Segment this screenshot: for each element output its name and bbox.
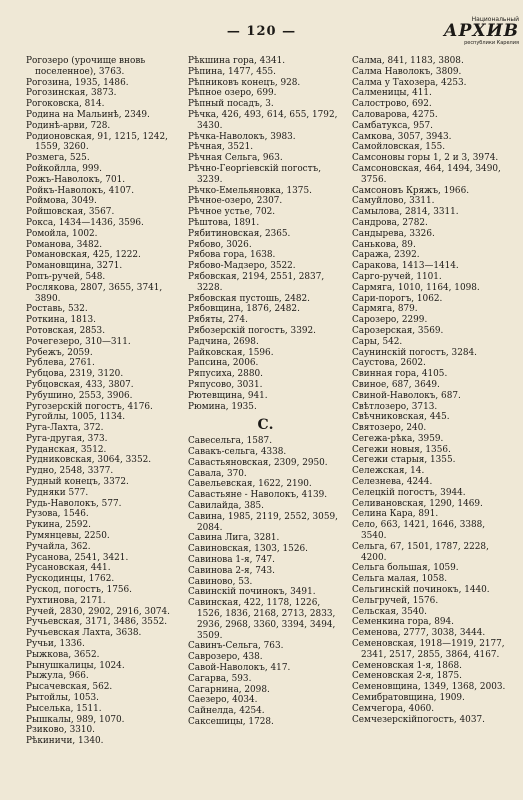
index-entry: Ряпусиха, 2880. bbox=[188, 369, 263, 380]
index-entry: Санькова, 89. bbox=[352, 239, 416, 250]
index-entry: Ряпусово, 3031. bbox=[188, 379, 263, 390]
index-entry: Самбатукса, 957. bbox=[352, 120, 433, 131]
archive-logo bbox=[409, 16, 519, 48]
index-entry: Савинскій починокъ, 3491. bbox=[188, 587, 316, 598]
index-entry: Рябово-Мадзеро, 3522. bbox=[188, 261, 296, 272]
index-entry: Руга-Лахта, 372. bbox=[26, 423, 104, 434]
index-entry: Савиново, 53. bbox=[188, 576, 253, 587]
index-entry: Саустова, 2602. bbox=[352, 358, 426, 369]
index-entry: Рочегезеро, 310—311. bbox=[26, 336, 131, 347]
index-entry: Сайнелда, 4254. bbox=[188, 706, 265, 717]
index-entry: Рогозина, 1935, 1486. bbox=[26, 77, 129, 88]
index-entry: Святозеро, 240. bbox=[352, 423, 427, 434]
logo-line-1: Национальный bbox=[471, 16, 519, 23]
index-entry: Саракова, 1413—1414. bbox=[352, 261, 459, 272]
index-entry: Сележская, 14. bbox=[352, 466, 425, 477]
index-entry: Свинная гора, 4105. bbox=[352, 369, 448, 380]
index-entry: Салострово, 692. bbox=[352, 99, 432, 110]
index-entry: Самсоновская, 464, 1494, 3490, 3756. bbox=[352, 163, 501, 185]
index-entry: Савастьяновская, 2309, 2950. bbox=[188, 457, 328, 468]
index-entry: Село, 663, 1421, 1646, 3388, 3540. bbox=[352, 520, 486, 542]
index-entry: Рыжула, 966. bbox=[26, 671, 89, 682]
index-entry: Ропъ-ручей, 548. bbox=[26, 271, 106, 282]
index-entry: Рубушино, 2553, 3906. bbox=[26, 390, 133, 401]
index-entry: Ройшовская, 3567. bbox=[26, 207, 115, 218]
index-entry: Семеновская 2-я, 1875. bbox=[352, 671, 462, 682]
index-entry: Рожъ-Наволокъ, 701. bbox=[26, 174, 126, 185]
index-entry: Рябовская, 2194, 2551, 2837, 3228. bbox=[188, 271, 325, 293]
index-entry: Семеновская, 1918—1919, 2177, 2341, 2517, 2855, 3864, 4167. bbox=[352, 639, 505, 660]
index-entry: Романовщина, 3271. bbox=[26, 261, 123, 272]
index-entry: Райковская, 1596. bbox=[188, 347, 274, 358]
index-entry: Рютевщина, 941. bbox=[188, 390, 268, 401]
index-entry: Савой-Наволокъ, 417. bbox=[188, 663, 291, 674]
index-entry: Рублева, 2761. bbox=[26, 358, 95, 369]
index-column-2 bbox=[188, 56, 343, 796]
index-entry: Рѣчно-Георгіевскій погостъ, 3239. bbox=[188, 163, 322, 185]
index-entry: Роймова, 3049. bbox=[26, 196, 97, 207]
index-entry: Родинѣ-арви, 728. bbox=[26, 120, 111, 131]
index-entry: Сары, 542. bbox=[352, 336, 403, 347]
index-entry: Рышкалы, 989, 1070. bbox=[26, 714, 125, 725]
index-entry: Рудняки 577. bbox=[26, 487, 89, 498]
index-entry: Саксешицы, 1728. bbox=[188, 717, 274, 728]
index-entry: Родионовская, 91, 1215, 1242, 1559, 3260. bbox=[26, 131, 168, 153]
index-entry: Ругозерскій погостъ, 4176. bbox=[26, 401, 153, 412]
index-entry: Ругойлы, 1005, 1134. bbox=[26, 412, 126, 423]
index-entry: Савастьяне - Наволокъ, 4139. bbox=[188, 490, 328, 501]
index-entry: Румянцевы, 2250. bbox=[26, 531, 110, 542]
index-entry: Семибратовщина, 1909. bbox=[352, 693, 465, 704]
index-entry: Савина Лига, 3281. bbox=[188, 533, 280, 544]
index-entry: Рыселька, 1511. bbox=[26, 703, 102, 714]
index-column-3 bbox=[352, 56, 507, 796]
index-entry: Рѣчная, 3521. bbox=[188, 142, 254, 153]
index-entry: Саунинскій погостъ, 3284. bbox=[352, 347, 477, 358]
index-entry: Самылова, 2814, 3311. bbox=[352, 207, 459, 218]
logo-line-2: АРХИВ bbox=[443, 21, 519, 41]
index-entry: Рѣпниковъ конецъ, 928. bbox=[188, 77, 301, 88]
index-entry: Сарозеро, 2299. bbox=[352, 315, 428, 326]
index-entry: Ручайла, 362. bbox=[26, 541, 91, 552]
index-entry: Ротовская, 2853. bbox=[26, 325, 106, 336]
index-entry: Рукина, 2592. bbox=[26, 520, 91, 531]
index-entry: Рябово, 3026. bbox=[188, 239, 252, 250]
index-entry: Сельгручей, 1576. bbox=[352, 595, 439, 606]
index-entry: Рябяты, 274. bbox=[188, 315, 248, 326]
index-entry: Самсоновы горы 1, 2 и 3, 3974. bbox=[352, 153, 499, 164]
index-entry: Рускод, погостъ, 1756. bbox=[26, 585, 132, 596]
index-entry: Романова, 3482. bbox=[26, 239, 103, 250]
index-entry: Сельга малая, 1058. bbox=[352, 574, 448, 585]
index-entry: Сари-порогъ, 1062. bbox=[352, 293, 443, 304]
index-entry: Рѣчная Сельга, 963. bbox=[188, 153, 283, 164]
index-entry: Рудный конецъ, 3372. bbox=[26, 477, 129, 488]
index-entry: Селивановская, 1290, 1469. bbox=[352, 498, 483, 509]
index-entry: Рудниковская, 3064, 3352. bbox=[26, 455, 152, 466]
index-entry: Рогозеро (урочище вновь поселенное), 3763. bbox=[26, 56, 146, 77]
index-entry: Роткина, 1813. bbox=[26, 315, 96, 326]
index-entry: Рѣпное озеро, 699. bbox=[188, 88, 277, 99]
index-entry: Сандрова, 2782. bbox=[352, 217, 428, 228]
index-entry: Салма у Тахозера, 4253. bbox=[352, 77, 467, 88]
index-entry: Савельевская, 1622, 2190. bbox=[188, 479, 312, 490]
index-entry: Сельгинскій починокъ, 1440. bbox=[352, 585, 490, 596]
index-entry: Сельга большая, 1059. bbox=[352, 563, 459, 574]
index-entry: Рѣчка-Наволокъ, 3983. bbox=[188, 131, 296, 142]
index-entry: Рябовщина, 1876, 2482. bbox=[188, 304, 300, 315]
index-entry: Сандырева, 3326. bbox=[352, 228, 435, 239]
index-entry: Роставь, 532. bbox=[26, 304, 88, 315]
index-entry: Рѣкиничи, 1340. bbox=[26, 736, 104, 747]
index-entry: Салма, 841, 1183, 3808. bbox=[352, 56, 464, 66]
index-entry: Рысачевская, 562. bbox=[26, 682, 113, 693]
index-entry: Рюмина, 1935. bbox=[188, 401, 257, 412]
index-entry: Саловарова, 4275. bbox=[352, 109, 438, 120]
index-entry: Семенкина гора, 894. bbox=[352, 617, 454, 628]
section-letter-heading: С. bbox=[257, 417, 274, 434]
index-entry: Саезеро, 4034. bbox=[188, 695, 258, 706]
index-entry: Сегежи новыя, 1356. bbox=[352, 444, 451, 455]
index-entry: Ромойла, 1002. bbox=[26, 228, 98, 239]
index-entry: Ройкойлла, 999. bbox=[26, 163, 103, 174]
index-entry: Семчезерскійпогостъ, 4037. bbox=[352, 714, 485, 725]
index-entry: Савинова 2-я, 743. bbox=[188, 565, 276, 576]
index-entry: Самкова, 3057, 3943. bbox=[352, 131, 452, 142]
index-entry: Семчегора, 4060. bbox=[352, 703, 435, 714]
index-entry: Самойловская, 155. bbox=[352, 142, 446, 153]
index-entry: Русановская, 441. bbox=[26, 563, 111, 574]
index-entry: Самуйлово, 3311. bbox=[352, 196, 435, 207]
index-entry: Рапсина, 2006. bbox=[188, 358, 259, 369]
index-entry: Рытойлы, 1053. bbox=[26, 693, 99, 704]
index-entry: Рѣчка, 426, 493, 614, 655, 1792, 3430. bbox=[188, 109, 338, 131]
index-entry: Радчина, 2698. bbox=[188, 336, 259, 347]
index-entry: Свиное, 687, 3649. bbox=[352, 379, 440, 390]
index-entry: Свѣтлозеро, 3713. bbox=[352, 401, 438, 412]
index-entry: Сагарнина, 2098. bbox=[188, 684, 270, 695]
index-entry: Рзиково, 3310. bbox=[26, 725, 96, 736]
index-entry: Савилайда, 385. bbox=[188, 501, 264, 512]
index-entry: Салменицы, 411. bbox=[352, 88, 432, 99]
index-entry: Ройкъ-Наволокъ, 4107. bbox=[26, 185, 135, 196]
index-entry: Сегежа-рѣка, 3959. bbox=[352, 433, 444, 444]
index-entry: Савина, 1985, 2119, 2552, 3059, 2084. bbox=[188, 511, 338, 533]
index-entry: Рѣчное устье, 702. bbox=[188, 207, 276, 218]
index-entry: Свѣчниковская, 445. bbox=[352, 412, 450, 423]
index-entry: Русанова, 2541, 3421. bbox=[26, 552, 129, 563]
index-entry: Сарго-ручей, 1101. bbox=[352, 271, 442, 282]
index-entry: Рѣкшина гора, 4341. bbox=[188, 56, 286, 66]
index-entry: Рябова гора, 1638. bbox=[188, 250, 276, 261]
index-entry: Сегежи старыя, 1355. bbox=[352, 455, 456, 466]
index-entry: Савесельга, 1587. bbox=[188, 436, 273, 447]
index-entry: Рѣпный посадъ, 3. bbox=[188, 99, 274, 110]
index-entry: Саража, 2392. bbox=[352, 250, 420, 261]
index-entry: Салма Наволокъ, 3809. bbox=[352, 66, 462, 77]
index-entry: Савинская, 422, 1178, 1226, 1526, 1836, 2168, 2713, 2833, 2936, 2968, 3360, 3394, 3494, 3509. bbox=[188, 598, 336, 641]
index-entry: Сельга, 67, 1501, 1787, 2228, 4200. bbox=[352, 541, 489, 563]
index-entry: Семенова, 2777, 3038, 3444. bbox=[352, 628, 486, 639]
index-entry: Сармяга, 1010, 1164, 1098. bbox=[352, 282, 480, 293]
index-entry: Рогоковска, 814. bbox=[26, 99, 105, 110]
index-entry: Сельская, 3540. bbox=[352, 606, 427, 617]
index-entry: Романовская, 425, 1222. bbox=[26, 250, 141, 261]
index-entry: Ручьи, 1336. bbox=[26, 639, 85, 650]
logo-line-3: республики Карелия bbox=[464, 40, 519, 46]
index-entry: Рябитиновская, 2365. bbox=[188, 228, 291, 239]
index-entry: Рынушкалицы, 1024. bbox=[26, 660, 125, 671]
index-entry: Саврозеро, 438. bbox=[188, 652, 263, 663]
index-entry: Ручей, 2830, 2902, 2916, 3074. bbox=[26, 606, 170, 617]
index-entry: Рубежъ, 2059. bbox=[26, 347, 93, 358]
index-entry: Рубцова, 2319, 3120. bbox=[26, 369, 124, 380]
index-entry: Свиной-Наволокъ, 687. bbox=[352, 390, 461, 401]
index-entry: Рускодинцы, 1762. bbox=[26, 574, 115, 585]
index-entry: Савакъ-сельга, 4338. bbox=[188, 447, 287, 458]
index-entry: Руга-другая, 373. bbox=[26, 433, 108, 444]
index-entry: Савала, 370. bbox=[188, 468, 247, 479]
index-entry: Рудно, 2548, 3377. bbox=[26, 466, 114, 477]
index-entry: Руданская, 3512. bbox=[26, 444, 107, 455]
index-entry: Селезнева, 4244. bbox=[352, 477, 433, 488]
index-entry: Сагарва, 593. bbox=[188, 673, 252, 684]
index-entry: Рузова, 1546. bbox=[26, 509, 89, 520]
index-entry: Рокса, 1434—1436, 3596. bbox=[26, 217, 144, 228]
index-column-1 bbox=[26, 56, 181, 796]
index-entry: Рѣчко-Емельяновка, 1375. bbox=[188, 185, 312, 196]
index-entry: Семеновщина, 1349, 1368, 2003. bbox=[352, 682, 506, 693]
index-entry: Рухтинова, 2171. bbox=[26, 595, 106, 606]
index-entry: Сарозерская, 3569. bbox=[352, 325, 444, 336]
index-entry: Савиновская, 1303, 1526. bbox=[188, 544, 308, 555]
index-columns bbox=[26, 56, 504, 796]
index-entry: Савинъ-Сельга, 763. bbox=[188, 641, 284, 652]
index-entry: Рубцовская, 433, 3807. bbox=[26, 379, 134, 390]
index-entry: Ручьевская, 3171, 3486, 3552. bbox=[26, 617, 168, 628]
index-entry: Сармяга, 879. bbox=[352, 304, 418, 315]
index-entry: Селецкій погостъ, 3944. bbox=[352, 487, 466, 498]
index-entry: Савинова 1-я, 747. bbox=[188, 555, 276, 566]
index-entry: Розмега, 525. bbox=[26, 153, 90, 164]
index-entry: Ручьевская Лахта, 3638. bbox=[26, 628, 142, 639]
index-entry: Рослякова, 2807, 3655, 3741, 3890. bbox=[26, 282, 163, 304]
index-entry: Родина на Мальинѣ, 2349. bbox=[26, 109, 150, 120]
index-entry: Рыжкова, 3652. bbox=[26, 649, 100, 660]
index-entry: Рогозинская, 3873. bbox=[26, 88, 117, 99]
index-entry: Рѣчное-озеро, 2307. bbox=[188, 196, 283, 207]
index-entry: Рѣштова, 1891. bbox=[188, 217, 260, 228]
index-entry: Рѣпина, 1477, 455. bbox=[188, 66, 276, 77]
index-entry: Селина Кара, 891. bbox=[352, 509, 439, 520]
index-entry: Семеновская 1-я, 1868. bbox=[352, 660, 462, 671]
index-entry: Самсоновъ Кряжъ, 1966. bbox=[352, 185, 470, 196]
index-entry: Рудь-Наволокъ, 577. bbox=[26, 498, 122, 509]
page-number: — 120 — bbox=[226, 24, 297, 39]
index-entry: Рябозерскій погостъ, 3392. bbox=[188, 325, 316, 336]
index-entry: Рябовская пустошь, 2482. bbox=[188, 293, 310, 304]
